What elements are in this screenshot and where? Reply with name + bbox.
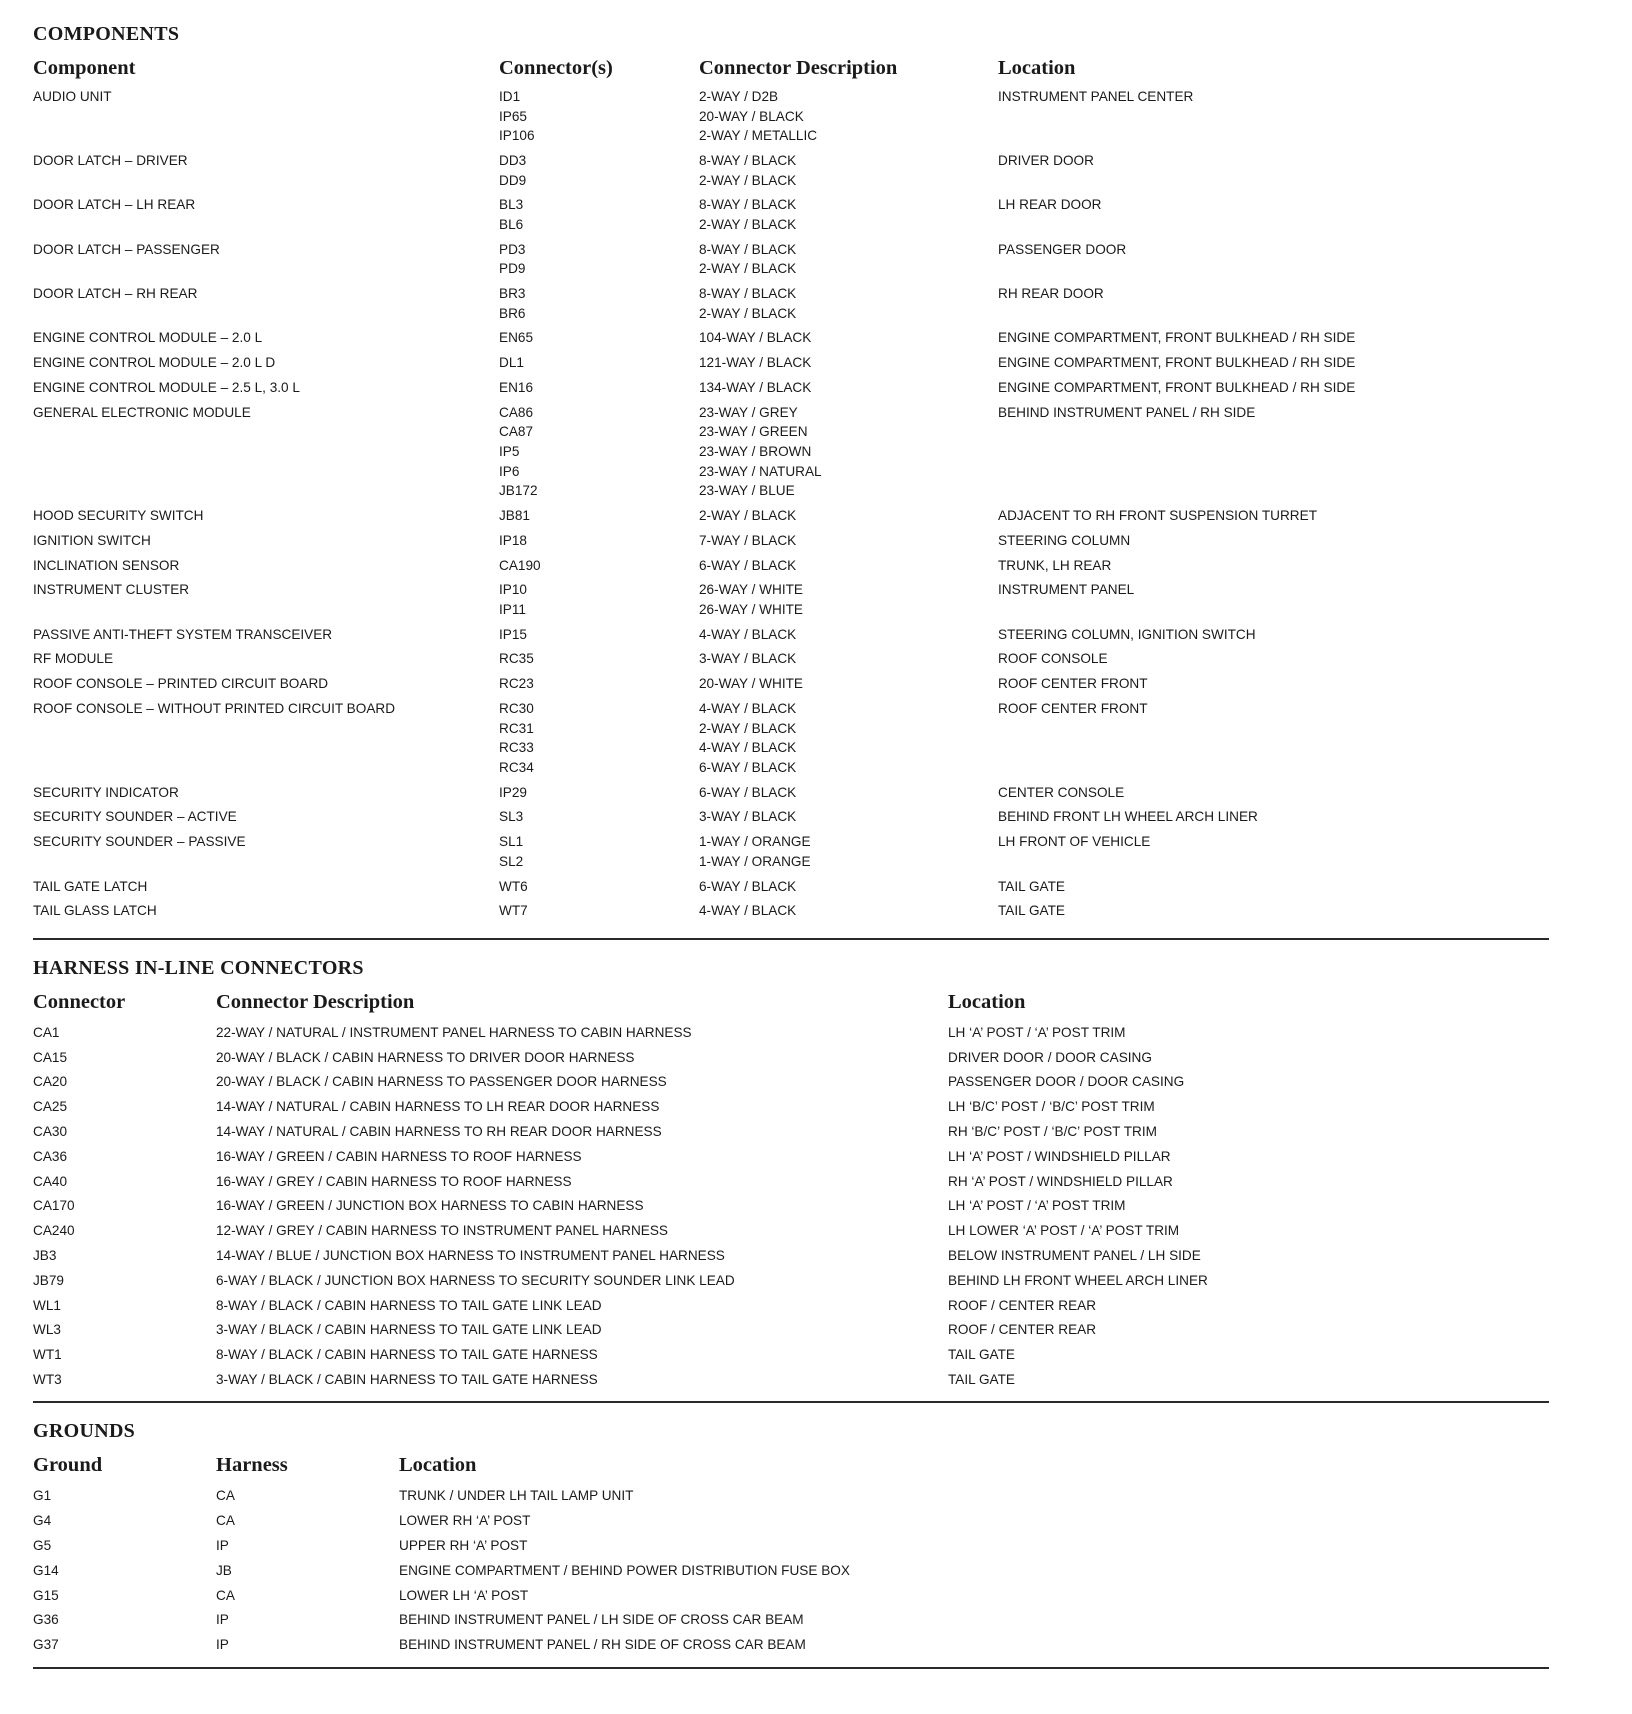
component-location: INSTRUMENT PANEL CENTER bbox=[998, 89, 1194, 104]
connector-id: DD3 bbox=[499, 152, 527, 168]
ground-harness: JB bbox=[216, 1562, 232, 1578]
table-row bbox=[33, 1072, 1549, 1092]
connector-description-list bbox=[699, 531, 998, 551]
component-name: SECURITY INDICATOR bbox=[33, 784, 179, 800]
connector-description-list bbox=[699, 901, 998, 921]
table-row bbox=[33, 649, 1549, 669]
connector-location: PASSENGER DOOR / DOOR CASING bbox=[948, 1074, 1185, 1090]
component-location: ADJACENT TO RH FRONT SUSPENSION TURRET bbox=[998, 507, 1317, 523]
components-header-row bbox=[33, 53, 1549, 83]
connector-location: BEHIND LH FRONT WHEEL ARCH LINER bbox=[948, 1272, 1208, 1288]
harness-title: HARNESS IN-LINE CONNECTORS bbox=[33, 956, 364, 979]
connector-description: 12-WAY / GREY / CABIN HARNESS TO INSTRUMENT PANEL HARNESS bbox=[216, 1223, 668, 1239]
ground-location: LOWER RH ‘A’ POST bbox=[399, 1513, 531, 1529]
connector-id: EN16 bbox=[499, 380, 534, 396]
column-header-location: Location bbox=[948, 990, 1026, 1013]
connector-list bbox=[499, 901, 699, 921]
connector-location: RH ‘B/C’ POST / ‘B/C’ POST TRIM bbox=[948, 1124, 1157, 1140]
connector-description-list bbox=[699, 284, 998, 323]
table-row bbox=[33, 1097, 1549, 1117]
connector-description-list bbox=[699, 674, 998, 694]
component-location: TRUNK, LH REAR bbox=[998, 557, 1112, 573]
component-name: DOOR LATCH – RH REAR bbox=[33, 286, 198, 302]
components-table-body bbox=[33, 87, 1549, 921]
connector-id: CA86 bbox=[499, 404, 534, 420]
connector-location: TAIL GATE bbox=[948, 1347, 1015, 1363]
table-row bbox=[33, 580, 1549, 619]
connector-location: TAIL GATE bbox=[948, 1371, 1015, 1387]
component-location: STEERING COLUMN bbox=[998, 532, 1131, 548]
harness-table-body bbox=[33, 1023, 1549, 1390]
table-row bbox=[33, 1635, 1549, 1655]
ground-location: BEHIND INSTRUMENT PANEL / LH SIDE OF CROSS CAR BEAM bbox=[399, 1612, 804, 1628]
grounds-table-body bbox=[33, 1486, 1549, 1654]
connector-id: BR6 bbox=[499, 305, 526, 321]
connector-description: 8-WAY / BLACK / CABIN HARNESS TO TAIL GATE LINK LEAD bbox=[216, 1297, 602, 1313]
connector-description: 23-WAY / BROWN bbox=[699, 444, 812, 459]
connector-description-list bbox=[699, 195, 998, 234]
ground-harness: IP bbox=[216, 1538, 229, 1553]
connector-id: BL3 bbox=[499, 197, 524, 213]
connector-id: RC31 bbox=[499, 720, 534, 736]
component-location: LH REAR DOOR bbox=[998, 197, 1102, 213]
component-location: ENGINE COMPARTMENT, FRONT BULKHEAD / RH SIDE bbox=[998, 380, 1356, 396]
table-row bbox=[33, 506, 1549, 526]
connector-description-list bbox=[699, 240, 998, 279]
ground-location: ENGINE COMPARTMENT / BEHIND POWER DISTRIBUTION FUSE BOX bbox=[399, 1562, 850, 1578]
connector-description: 2-WAY / BLACK bbox=[699, 720, 797, 736]
connector-location: ROOF / CENTER REAR bbox=[948, 1322, 1097, 1338]
ground-harness: CA bbox=[216, 1488, 235, 1504]
connector-id: JB79 bbox=[33, 1272, 64, 1288]
connector-list bbox=[499, 328, 699, 348]
connector-description: 3-WAY / BLACK bbox=[699, 809, 797, 825]
connector-id: BR3 bbox=[499, 286, 526, 302]
ground-id: G36 bbox=[33, 1612, 59, 1628]
connector-id: RC35 bbox=[499, 651, 534, 667]
table-row bbox=[33, 625, 1549, 645]
connector-description: 16-WAY / GREEN / CABIN HARNESS TO ROOF HARNESS bbox=[216, 1148, 582, 1164]
component-name: INCLINATION SENSOR bbox=[33, 557, 180, 573]
connector-id: RC34 bbox=[499, 759, 534, 775]
component-location: PASSENGER DOOR bbox=[998, 241, 1127, 257]
column-header-location: Location bbox=[998, 57, 1076, 79]
connector-id: WT3 bbox=[33, 1371, 62, 1387]
connector-description: 2-WAY / METALLIC bbox=[699, 128, 818, 144]
connector-id: IP11 bbox=[499, 601, 526, 617]
table-row bbox=[33, 674, 1549, 694]
table-row bbox=[33, 556, 1549, 576]
connector-description: 104-WAY / BLACK bbox=[699, 330, 812, 346]
section-divider bbox=[33, 1667, 1549, 1669]
connector-list bbox=[499, 674, 699, 694]
connector-description: 20-WAY / BLACK / CABIN HARNESS TO DRIVER DOOR HARNESS bbox=[216, 1049, 635, 1065]
connector-id: RC23 bbox=[499, 676, 534, 692]
connector-description-list bbox=[699, 353, 998, 373]
connector-location: LH LOWER ‘A’ POST / ‘A’ POST TRIM bbox=[948, 1223, 1180, 1239]
connector-description: 16-WAY / GREEN / JUNCTION BOX HARNESS TO CABIN HARNESS bbox=[216, 1198, 644, 1214]
connector-description: 26-WAY / WHITE bbox=[699, 601, 803, 617]
connector-description: 8-WAY / BLACK bbox=[699, 286, 797, 302]
table-row bbox=[33, 1561, 1549, 1581]
connector-description-list bbox=[699, 877, 998, 897]
table-row bbox=[33, 699, 1549, 777]
table-row bbox=[33, 378, 1549, 398]
component-location: ROOF CENTER FRONT bbox=[998, 676, 1148, 692]
connector-description: 6-WAY / BLACK bbox=[699, 784, 797, 800]
component-location: TAIL GATE bbox=[998, 878, 1065, 894]
connector-description-list bbox=[699, 649, 998, 669]
table-row bbox=[33, 284, 1549, 323]
connector-id: CA240 bbox=[33, 1223, 75, 1239]
component-name: DOOR LATCH – PASSENGER bbox=[33, 241, 220, 257]
connector-id: IP10 bbox=[499, 582, 527, 598]
component-name: GENERAL ELECTRONIC MODULE bbox=[33, 404, 251, 420]
connector-description: 20-WAY / WHITE bbox=[699, 676, 803, 692]
component-name: ENGINE CONTROL MODULE – 2.0 L D bbox=[33, 355, 276, 371]
components-section bbox=[33, 22, 1549, 921]
component-name: PASSIVE ANTI-THEFT SYSTEM TRANSCEIVER bbox=[33, 626, 333, 642]
connector-description: 14-WAY / NATURAL / CABIN HARNESS TO LH REAR DOOR HARNESS bbox=[216, 1099, 660, 1115]
component-location: RH REAR DOOR bbox=[998, 286, 1104, 302]
connector-description-list bbox=[699, 699, 998, 777]
connector-description: 4-WAY / BLACK bbox=[699, 740, 797, 756]
connector-description: 23-WAY / GREY bbox=[699, 404, 798, 420]
component-location: DRIVER DOOR bbox=[998, 152, 1094, 168]
connector-location: ROOF / CENTER REAR bbox=[948, 1297, 1097, 1313]
component-name: TAIL GLASS LATCH bbox=[33, 903, 157, 919]
document-page bbox=[33, 22, 1549, 1669]
ground-location: TRUNK / UNDER LH TAIL LAMP UNIT bbox=[399, 1488, 634, 1504]
column-header-connectors: Connector(s) bbox=[499, 57, 613, 79]
table-row bbox=[33, 1320, 1549, 1340]
component-name: ROOF CONSOLE – WITHOUT PRINTED CIRCUIT BOARD bbox=[33, 701, 396, 717]
connector-description: 3-WAY / BLACK / CABIN HARNESS TO TAIL GATE HARNESS bbox=[216, 1371, 598, 1387]
connector-description: 4-WAY / BLACK bbox=[699, 701, 797, 717]
connector-description-list bbox=[699, 625, 998, 645]
component-location: BEHIND FRONT LH WHEEL ARCH LINER bbox=[998, 809, 1258, 825]
connector-id: CA170 bbox=[33, 1198, 75, 1214]
component-location: STEERING COLUMN, IGNITION SWITCH bbox=[998, 626, 1256, 642]
ground-harness: CA bbox=[216, 1513, 235, 1529]
harness-section bbox=[33, 956, 1549, 1390]
connector-description-list bbox=[699, 506, 998, 526]
table-row bbox=[33, 783, 1549, 803]
connector-description: 2-WAY / BLACK bbox=[699, 305, 797, 321]
table-row bbox=[33, 1345, 1549, 1365]
connector-description: 2-WAY / BLACK bbox=[699, 507, 797, 523]
connector-description: 1-WAY / ORANGE bbox=[699, 834, 811, 850]
connector-list bbox=[499, 195, 699, 234]
connector-list bbox=[499, 580, 699, 619]
ground-location: UPPER RH ‘A’ POST bbox=[399, 1538, 528, 1553]
connector-description: 20-WAY / BLACK / CABIN HARNESS TO PASSENGER DOOR HARNESS bbox=[216, 1074, 667, 1090]
connector-description: 4-WAY / BLACK bbox=[699, 626, 797, 642]
ground-id: G5 bbox=[33, 1538, 52, 1553]
component-name: ENGINE CONTROL MODULE – 2.5 L, 3.0 L bbox=[33, 380, 300, 396]
table-row bbox=[33, 1196, 1549, 1216]
table-row bbox=[33, 1023, 1549, 1043]
column-header-component: Component bbox=[33, 57, 136, 79]
table-row bbox=[33, 1147, 1549, 1167]
connector-list bbox=[499, 877, 699, 897]
table-row bbox=[33, 1271, 1549, 1291]
table-row bbox=[33, 353, 1549, 373]
connector-id: WT6 bbox=[499, 878, 528, 894]
component-name: SECURITY SOUNDER – ACTIVE bbox=[33, 809, 237, 825]
connector-id: CA87 bbox=[499, 424, 534, 440]
connector-description: 3-WAY / BLACK bbox=[699, 651, 797, 667]
connector-id: CA30 bbox=[33, 1124, 68, 1140]
table-row bbox=[33, 1486, 1549, 1506]
table-row bbox=[33, 403, 1549, 501]
connector-location: BELOW INSTRUMENT PANEL / LH SIDE bbox=[948, 1247, 1201, 1263]
connector-id: IP15 bbox=[499, 626, 527, 642]
table-row bbox=[33, 151, 1549, 190]
connector-description: 23-WAY / BLUE bbox=[699, 483, 795, 499]
component-name: IGNITION SWITCH bbox=[33, 532, 151, 548]
connector-location: LH ‘A’ POST / ‘A’ POST TRIM bbox=[948, 1198, 1126, 1214]
connector-description: 20-WAY / BLACK bbox=[699, 108, 804, 124]
component-location: INSTRUMENT PANEL bbox=[998, 582, 1135, 598]
table-row bbox=[33, 807, 1549, 827]
connector-location: LH ‘A’ POST / WINDSHIELD PILLAR bbox=[948, 1148, 1171, 1164]
component-name: INSTRUMENT CLUSTER bbox=[33, 582, 190, 598]
connector-id: WL3 bbox=[33, 1322, 61, 1338]
connector-list bbox=[499, 699, 699, 777]
table-row bbox=[33, 195, 1549, 234]
connector-description-list bbox=[699, 378, 998, 398]
connector-description: 23-WAY / NATURAL bbox=[699, 463, 822, 479]
section-divider bbox=[33, 938, 1549, 940]
connector-description: 6-WAY / BLACK bbox=[699, 759, 797, 775]
connector-description: 14-WAY / BLUE / JUNCTION BOX HARNESS TO INSTRUMENT PANEL HARNESS bbox=[216, 1247, 725, 1263]
connector-description: 4-WAY / BLACK bbox=[699, 903, 797, 919]
table-row bbox=[33, 87, 1549, 146]
connector-list bbox=[499, 151, 699, 190]
connector-id: IP6 bbox=[499, 463, 520, 479]
connector-list bbox=[499, 783, 699, 803]
connector-id: RC33 bbox=[499, 740, 534, 756]
connector-description-list bbox=[699, 783, 998, 803]
column-header-location: Location bbox=[399, 1454, 477, 1477]
connector-id: SL1 bbox=[499, 834, 524, 850]
column-header-ground: Ground bbox=[33, 1454, 103, 1477]
connector-id: BL6 bbox=[499, 216, 524, 232]
ground-location: BEHIND INSTRUMENT PANEL / RH SIDE OF CROSS CAR BEAM bbox=[399, 1637, 806, 1653]
connector-description: 26-WAY / WHITE bbox=[699, 582, 803, 598]
table-row bbox=[33, 1511, 1549, 1531]
connector-list bbox=[499, 403, 699, 501]
ground-id: G15 bbox=[33, 1587, 59, 1603]
component-name: AUDIO UNIT bbox=[33, 89, 112, 104]
ground-harness: IP bbox=[216, 1612, 229, 1628]
connector-id: CA190 bbox=[499, 557, 541, 573]
component-name: DOOR LATCH – DRIVER bbox=[33, 152, 188, 168]
connector-description: 2-WAY / D2B bbox=[699, 89, 779, 104]
component-name: DOOR LATCH – LH REAR bbox=[33, 197, 196, 213]
connector-id: JB172 bbox=[499, 483, 538, 499]
connector-description: 6-WAY / BLACK bbox=[699, 557, 797, 573]
table-row bbox=[33, 1610, 1549, 1630]
connector-description-list bbox=[699, 403, 998, 501]
component-name: RF MODULE bbox=[33, 651, 114, 667]
connector-list bbox=[499, 284, 699, 323]
table-row bbox=[33, 832, 1549, 871]
components-title: COMPONENTS bbox=[33, 23, 180, 45]
connector-list bbox=[499, 353, 699, 373]
connector-list bbox=[499, 649, 699, 669]
connector-description: 121-WAY / BLACK bbox=[699, 355, 812, 371]
table-row bbox=[33, 531, 1549, 551]
connector-list bbox=[499, 832, 699, 871]
connector-description: 6-WAY / BLACK / JUNCTION BOX HARNESS TO SECURITY SOUNDER LINK LEAD bbox=[216, 1272, 735, 1288]
component-location: LH FRONT OF VEHICLE bbox=[998, 834, 1151, 850]
connector-id: CA20 bbox=[33, 1074, 68, 1090]
connector-id: IP5 bbox=[499, 444, 520, 459]
component-name: ROOF CONSOLE – PRINTED CIRCUIT BOARD bbox=[33, 676, 329, 692]
connector-id: PD3 bbox=[499, 241, 526, 257]
connector-id: CA40 bbox=[33, 1173, 68, 1189]
table-row bbox=[33, 240, 1549, 279]
connector-description: 2-WAY / BLACK bbox=[699, 261, 797, 277]
component-location: ENGINE COMPARTMENT, FRONT BULKHEAD / RH SIDE bbox=[998, 330, 1356, 346]
connector-id: CA36 bbox=[33, 1148, 68, 1164]
connector-description-list bbox=[699, 556, 998, 576]
connector-id: CA25 bbox=[33, 1099, 68, 1115]
component-location: BEHIND INSTRUMENT PANEL / RH SIDE bbox=[998, 404, 1256, 420]
connector-location: RH ‘A’ POST / WINDSHIELD PILLAR bbox=[948, 1173, 1173, 1189]
component-location: CENTER CONSOLE bbox=[998, 784, 1125, 800]
connector-id: CA15 bbox=[33, 1049, 68, 1065]
connector-description-list bbox=[699, 580, 998, 619]
grounds-section bbox=[33, 1419, 1549, 1654]
table-row bbox=[33, 1048, 1549, 1068]
connector-list bbox=[499, 87, 699, 146]
connector-list bbox=[499, 506, 699, 526]
connector-description-list bbox=[699, 328, 998, 348]
table-row bbox=[33, 328, 1549, 348]
connector-description: 8-WAY / BLACK / CABIN HARNESS TO TAIL GATE HARNESS bbox=[216, 1347, 598, 1363]
ground-location: LOWER LH ‘A’ POST bbox=[399, 1587, 529, 1603]
connector-location: DRIVER DOOR / DOOR CASING bbox=[948, 1049, 1152, 1065]
table-row bbox=[33, 1172, 1549, 1192]
connector-id: PD9 bbox=[499, 261, 526, 277]
connector-description: 1-WAY / ORANGE bbox=[699, 853, 811, 869]
ground-harness: IP bbox=[216, 1637, 229, 1653]
connector-description-list bbox=[699, 832, 998, 871]
connector-description: 6-WAY / BLACK bbox=[699, 878, 797, 894]
harness-header-row bbox=[33, 987, 1549, 1017]
section-divider bbox=[33, 1401, 1549, 1403]
connector-id: WT7 bbox=[499, 903, 528, 919]
table-row bbox=[33, 1122, 1549, 1142]
grounds-header-row bbox=[33, 1450, 1549, 1480]
component-location: ENGINE COMPARTMENT, FRONT BULKHEAD / RH SIDE bbox=[998, 355, 1356, 371]
connector-id: WL1 bbox=[33, 1297, 61, 1313]
connector-id: EN65 bbox=[499, 330, 534, 346]
connector-description: 8-WAY / BLACK bbox=[699, 241, 797, 257]
connector-location: LH ‘B/C’ POST / ‘B/C’ POST TRIM bbox=[948, 1099, 1155, 1115]
table-row bbox=[33, 1221, 1549, 1241]
table-row bbox=[33, 1370, 1549, 1390]
connector-description-list bbox=[699, 807, 998, 827]
component-name: SECURITY SOUNDER – PASSIVE bbox=[33, 834, 246, 850]
connector-description-list bbox=[699, 151, 998, 190]
connector-list bbox=[499, 531, 699, 551]
column-header-harness: Harness bbox=[216, 1454, 288, 1477]
connector-id: ID1 bbox=[499, 89, 521, 104]
connector-id: DL1 bbox=[499, 355, 524, 371]
connector-id: RC30 bbox=[499, 701, 534, 717]
connector-id: JB3 bbox=[33, 1247, 57, 1263]
component-name: ENGINE CONTROL MODULE – 2.0 L bbox=[33, 330, 263, 346]
ground-id: G1 bbox=[33, 1488, 52, 1504]
component-name: HOOD SECURITY SWITCH bbox=[33, 507, 204, 523]
connector-id: IP65 bbox=[499, 108, 527, 124]
grounds-title: GROUNDS bbox=[33, 1420, 136, 1443]
connector-id: IP18 bbox=[499, 532, 527, 548]
connector-description: 2-WAY / BLACK bbox=[699, 216, 797, 232]
connector-list bbox=[499, 556, 699, 576]
connector-description-list bbox=[699, 87, 998, 146]
connector-description: 22-WAY / NATURAL / INSTRUMENT PANEL HARNESS TO CABIN HARNESS bbox=[216, 1024, 692, 1040]
component-name: TAIL GATE LATCH bbox=[33, 878, 148, 894]
ground-id: G37 bbox=[33, 1637, 59, 1653]
connector-description: 8-WAY / BLACK bbox=[699, 152, 797, 168]
connector-id: JB81 bbox=[499, 507, 530, 523]
component-location: ROOF CONSOLE bbox=[998, 651, 1108, 667]
connector-description: 3-WAY / BLACK / CABIN HARNESS TO TAIL GATE LINK LEAD bbox=[216, 1322, 602, 1338]
connector-id: SL3 bbox=[499, 809, 524, 825]
connector-description: 23-WAY / GREEN bbox=[699, 424, 808, 440]
table-row bbox=[33, 1246, 1549, 1266]
ground-harness: CA bbox=[216, 1587, 235, 1603]
connector-description: 2-WAY / BLACK bbox=[699, 172, 797, 188]
component-location: ROOF CENTER FRONT bbox=[998, 701, 1148, 717]
connector-location: LH ‘A’ POST / ‘A’ POST TRIM bbox=[948, 1024, 1126, 1040]
connector-id: IP106 bbox=[499, 128, 535, 144]
column-header-connector-description: Connector Description bbox=[699, 57, 898, 79]
column-header-connector: Connector bbox=[33, 990, 126, 1013]
table-row bbox=[33, 901, 1549, 921]
connector-id: DD9 bbox=[499, 172, 527, 188]
ground-id: G14 bbox=[33, 1562, 59, 1578]
connector-id: IP29 bbox=[499, 784, 527, 800]
connector-id: CA1 bbox=[33, 1024, 60, 1040]
connector-description: 134-WAY / BLACK bbox=[699, 380, 812, 396]
ground-id: G4 bbox=[33, 1513, 52, 1529]
connector-list bbox=[499, 807, 699, 827]
connector-list bbox=[499, 378, 699, 398]
column-header-connector-description: Connector Description bbox=[216, 990, 415, 1013]
table-row bbox=[33, 1296, 1549, 1316]
connector-id: SL2 bbox=[499, 853, 524, 869]
table-row bbox=[33, 1536, 1549, 1556]
connector-id: WT1 bbox=[33, 1347, 62, 1363]
component-location: TAIL GATE bbox=[998, 903, 1065, 919]
connector-description: 14-WAY / NATURAL / CABIN HARNESS TO RH REAR DOOR HARNESS bbox=[216, 1124, 662, 1140]
connector-list bbox=[499, 240, 699, 279]
table-row bbox=[33, 877, 1549, 897]
connector-description: 16-WAY / GREY / CABIN HARNESS TO ROOF HARNESS bbox=[216, 1173, 572, 1189]
connector-description: 7-WAY / BLACK bbox=[699, 532, 797, 548]
table-row bbox=[33, 1586, 1549, 1606]
connector-list bbox=[499, 625, 699, 645]
connector-description: 8-WAY / BLACK bbox=[699, 197, 797, 213]
